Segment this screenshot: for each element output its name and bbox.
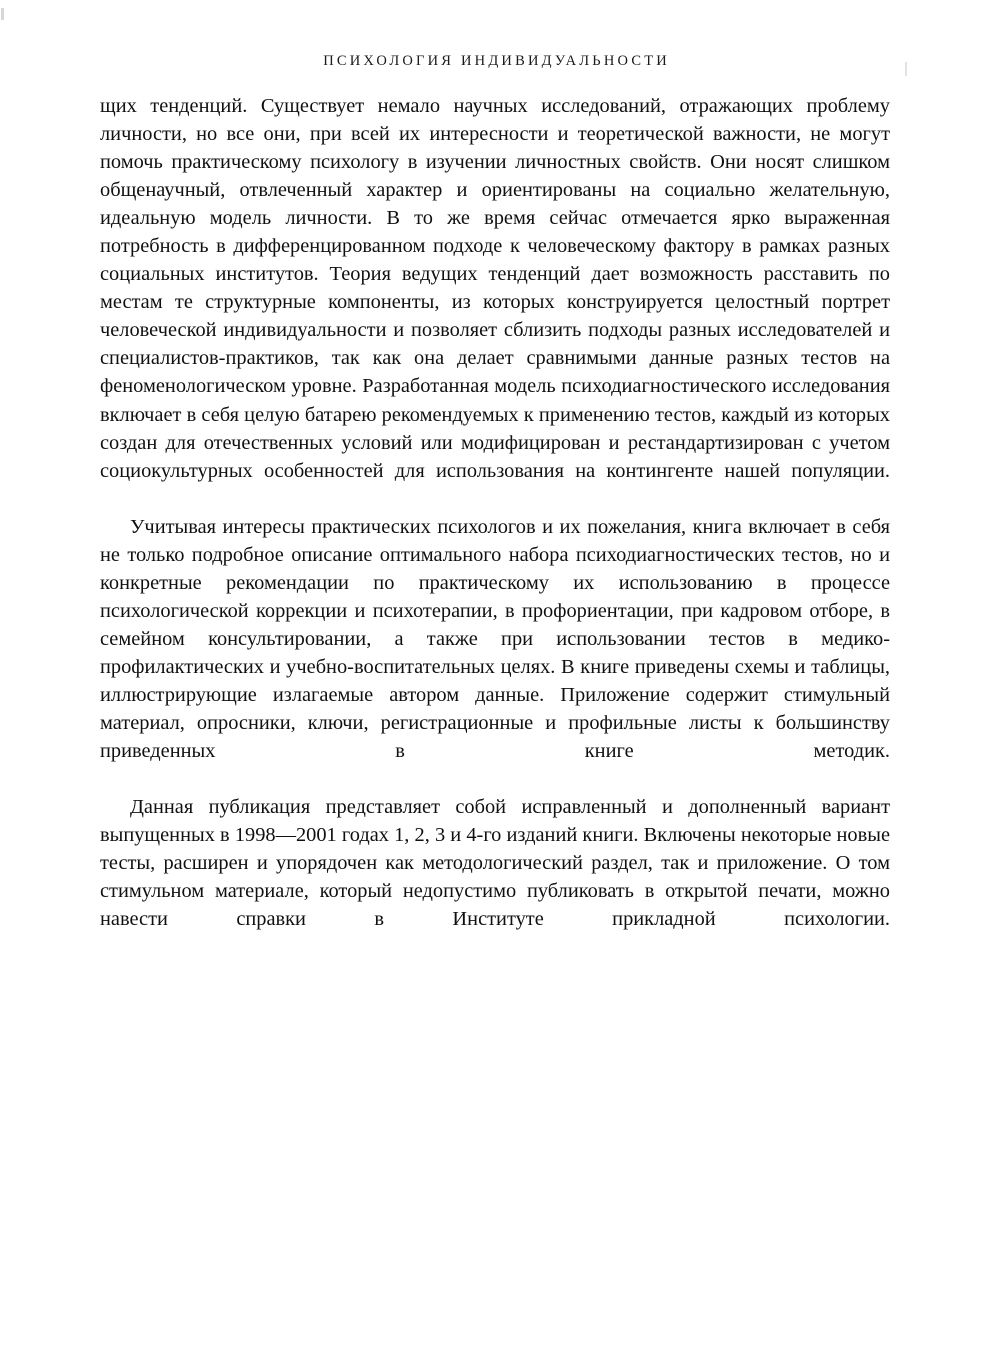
scan-artifact-right-edge bbox=[905, 62, 907, 76]
running-head: ПСИХОЛОГИЯ ИНДИВИДУАЛЬНОСТИ bbox=[323, 53, 670, 69]
scan-artifact-left-edge bbox=[1, 8, 4, 20]
body-paragraph: Учитывая интересы практических психологов и их пожелания, книга включает в себя не только подробное описание оптимального набора психодиагностических тестов, но и конкретные рекомендации по практическому их использованию в процессе психологической коррекции и психотерапии, в профориентации, при кадровом отборе, в семейном консультировании, а также при использовании тестов в медико-профилактических и учебно-воспитательных целях. В книге приведены схемы и таблицы, иллюстрирующие излагаемые автором данные. Приложение содержит стимульный материал, опросники, ключи, регистрационные и профильные листы к большинству приведенных в книге методик. bbox=[100, 515, 890, 763]
body-paragraph: щих тенденций. Существует немало научных исследований, отражающих проблему личности, но все они, при всей их интересности и теоретической важности, не могут помочь практическому психологу в изучении личностных свойств. Они носят слишком общенаучный, отвлеченный характер и ориентированы на социально желательную, идеальную модель личности. В то же время сейчас отмечается ярко выраженная потребность в дифференцированном подходе к человеческому фактору в рамках разных социальных институтов. Теория ведущих тенденций дает возможность расставить по местам те структурные компоненты, из которых конструируется целостный портрет человеческой индивидуальности и позволяет сблизить подходы разных исследователей и специалистов-практиков, так как она делает сравнимыми данные разных тестов на феноменологическом уровне. Разработанная модель психодиагностического исследования включает в себя целую батарею рекомендуемых к применению тестов, каждый из которых создан для отечественных условий или модифицирован и рестандартизирован с учетом социокультурных особенностей для использования на контингенте нашей популяции. bbox=[100, 95, 890, 482]
body-paragraph: Данная публикация представляет собой исправленный и дополненный вариант выпущенных в 1998—2001 годах 1, 2, 3 и 4-го изданий книги. Включены некоторые новые тесты, расширен и упорядочен как методологический раздел, так и приложение. О том стимульном материале, который недопустимо публиковать в открытой печати, можно навести справки в Институте прикладной психологии. bbox=[100, 796, 890, 931]
body-text-block bbox=[100, 92, 890, 961]
